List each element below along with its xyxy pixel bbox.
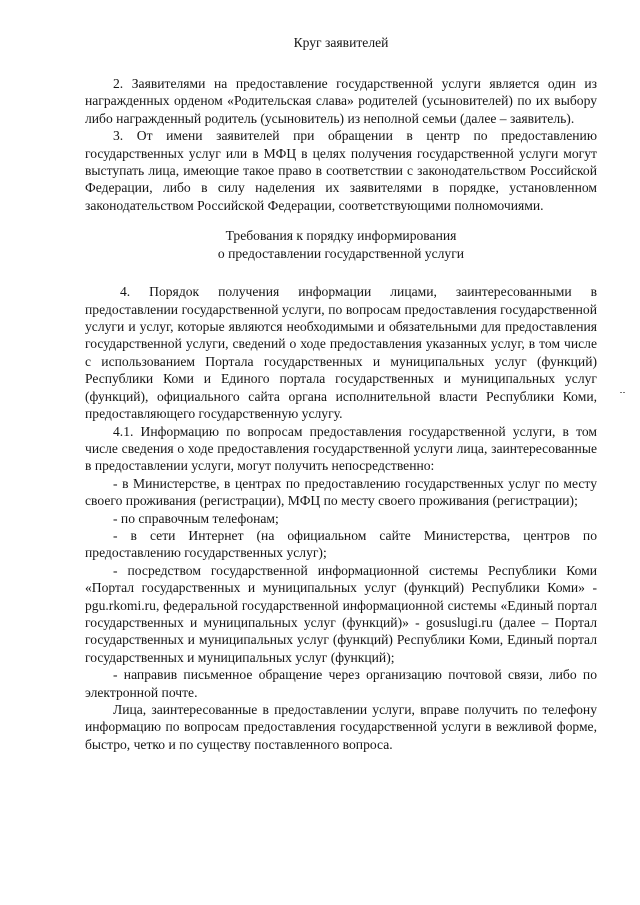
list-item-portal: - посредством государственной информационной системы Республики Коми «Портал государственных и муниципальных услуг (функций) Республики Коми» - pgu.rkomi.ru, федеральной государственной информационной системы «Единый портал государственных и муниципальных услуг (функций)» - gosuslugi.ru (далее – Портал государственных и муниципальных услуг (функций) Республики Коми, Единый портал государственных и муниципальных услуг (функций);	[85, 562, 597, 665]
list-item-internet: - в сети Интернет (на официальном сайте Министерства, центров по предоставлению государственных услуг);	[85, 527, 597, 561]
section-heading-informing-line2: о предоставлении государственной услуги	[217, 246, 465, 262]
list-item-mail: - направив письменное обращение через организацию почтовой связи, либо по электронной почте.	[85, 667, 597, 700]
section-heading-applicants: Круг заявителей	[293, 35, 389, 50]
paragraph-phone-info: Лица, заинтересованные в предоставлении услуги, вправе получить по телефону информацию по вопросам предоставления государственной услуги в вежливой форме, быстро, четко и по существу поставленного вопроса.	[85, 702, 597, 752]
section-heading-informing-line1: Требования к порядку информирования	[225, 228, 457, 244]
document-page	[85, 0, 597, 753]
paragraph-3: 3. От имени заявителей при обращении в центр по предоставлению государственных услуг или в МФЦ в целях получения государственной услуги могут выступать лица, имеющие такое право в соответствии с законодательством Российской Федерации, либо в силу наделения их заявителями в порядке, установленном законодательством Российской Федерации, соответствующими полномочиями.	[85, 128, 597, 213]
scan-artifact-mark	[620, 380, 629, 382]
paragraph-2: 2. Заявителями на предоставление государственной услуги является один из награжденных орденом «Родительская слава» родителей (усыновителей) по их выбору либо награжденный родитель (усыновитель) из неполной семьи (далее – заявитель).	[85, 76, 597, 126]
list-item-phones: - по справочным телефонам;	[113, 510, 279, 526]
paragraph-4-1: 4.1. Информацию по вопросам предоставления государственной услуги, в том числе сведения о ходе предоставления государственной услуги лица, заинтересованные в предоставлении услуги, могут получить непосредственно:	[85, 423, 597, 474]
paragraph-4: 4. Порядок получения информации лицами, заинтересованными в предоставлении государственной услуги, по вопросам предоставления государственной услуги и услуг, которые являются необходимыми и обязательными для предоставления государственной услуги, сведений о ходе предоставления указанных услуг, в том числе с использованием Портала государственных и муниципальных услуг (функций) Республики Коми и Единого портала государственных и муниципальных услуг (функций), официального сайта органа исполнительной власти Республики Коми, предоставляющего государственную услугу.	[85, 284, 597, 422]
list-item-ministry: - в Министерстве, в центрах по предоставлению государственных услуг по месту своего проживания (регистрации), МФЦ по месту своего проживания (регистрации);	[85, 475, 597, 509]
